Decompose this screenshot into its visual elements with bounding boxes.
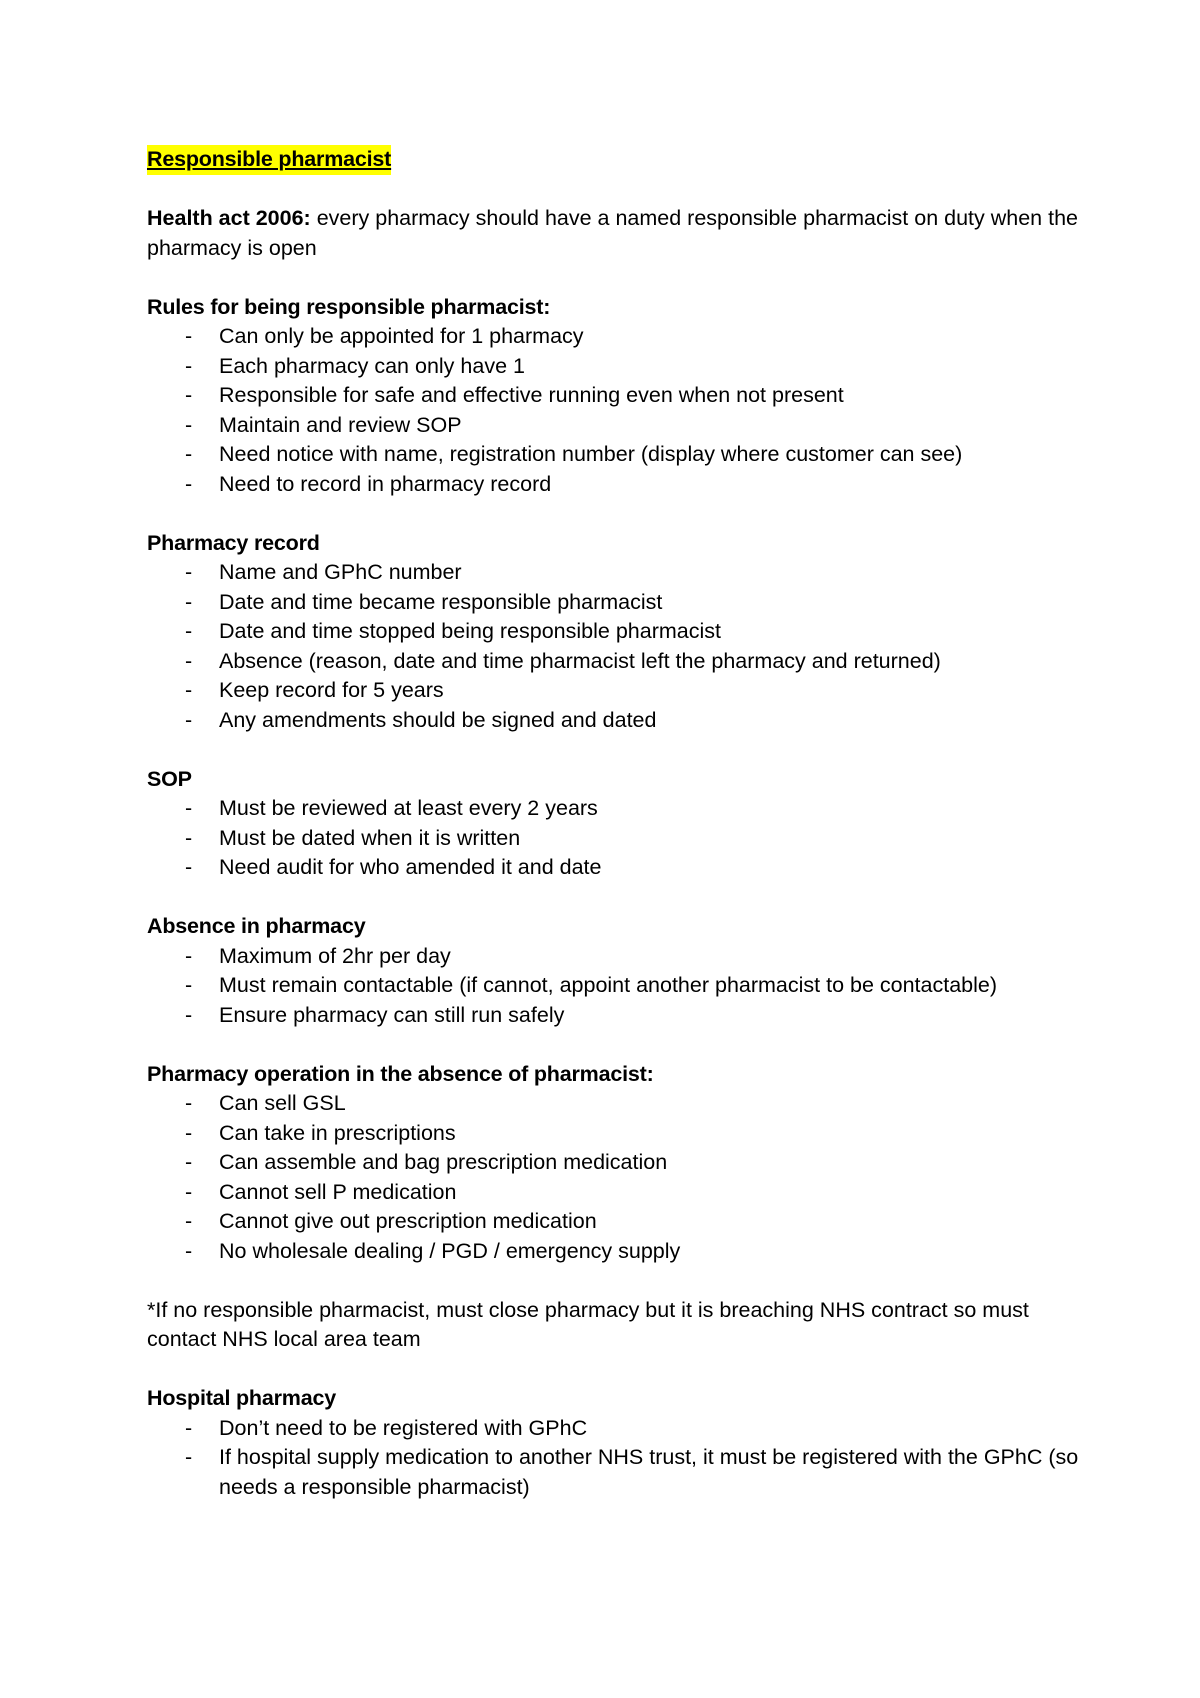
- list-item: [147, 411, 1087, 441]
- dash-bullet: -: [185, 619, 193, 643]
- list-item: [147, 1119, 1087, 1149]
- dash-bullet: -: [185, 383, 193, 407]
- dash-bullet: -: [185, 825, 193, 850]
- list-item: [147, 794, 1087, 824]
- intro-label: Health act 2006:: [147, 206, 311, 230]
- list-item-text: Responsible for safe and effective running even when not present: [219, 383, 844, 407]
- list-item: [147, 381, 1087, 411]
- dash-bullet: -: [185, 707, 193, 732]
- section-rules: [147, 293, 1087, 500]
- bullet-list: [147, 322, 1087, 499]
- list-item-text: Date and time stopped being responsible pharmacist: [219, 619, 721, 643]
- dash-bullet: -: [185, 973, 193, 997]
- dash-bullet: -: [185, 1150, 193, 1174]
- list-item: [147, 824, 1087, 854]
- intro-text: every pharmacy should have a named responsible pharmacist on duty when the pharmacy is open: [147, 206, 1078, 260]
- dash-bullet: -: [185, 1120, 193, 1145]
- dash-bullet: -: [185, 943, 193, 968]
- list-item: [147, 942, 1087, 972]
- section-operation: [147, 1060, 1087, 1267]
- section-pharmacy-record: [147, 529, 1087, 736]
- list-item: [147, 617, 1087, 647]
- list-item: [147, 706, 1087, 736]
- list-item-text: Keep record for 5 years: [219, 678, 444, 702]
- section-sop: [147, 765, 1087, 883]
- dash-bullet: -: [185, 324, 193, 348]
- bullet-list: [147, 558, 1087, 735]
- dash-bullet: -: [185, 1415, 193, 1440]
- dash-bullet: -: [185, 471, 193, 496]
- intro-paragraph: [147, 204, 1087, 263]
- list-item-text: Date and time became responsible pharmacist: [219, 589, 663, 614]
- section-absence: [147, 912, 1087, 1030]
- list-item: [147, 1148, 1087, 1178]
- list-item-text: Name and GPhC number: [219, 560, 462, 584]
- section-heading: Pharmacy operation in the absence of pharmacist:: [147, 1061, 654, 1086]
- dash-bullet: -: [185, 1209, 193, 1233]
- list-item-text: No wholesale dealing / PGD / emergency supply: [219, 1238, 681, 1263]
- list-item-text: Must be reviewed at least every 2 years: [219, 796, 598, 820]
- bullet-list: [147, 942, 1087, 1031]
- list-item-text: Any amendments should be signed and dated: [219, 707, 657, 732]
- list-item: [147, 352, 1087, 382]
- dash-bullet: -: [185, 412, 193, 437]
- list-item-text: Absence (reason, date and time pharmacist left the pharmacy and returned): [219, 648, 941, 673]
- list-item: [147, 1089, 1087, 1119]
- dash-bullet: -: [185, 589, 193, 614]
- section-heading: Absence in pharmacy: [147, 914, 366, 938]
- list-item-text: Don’t need to be registered with GPhC: [219, 1415, 588, 1440]
- list-item-text: Can sell GSL: [219, 1091, 346, 1115]
- section-heading: Hospital pharmacy: [147, 1386, 336, 1410]
- list-item-text: Must be dated when it is written: [219, 825, 521, 850]
- list-item-text: Must remain contactable (if cannot, appoint another pharmacist to be contactable): [219, 973, 998, 997]
- dash-bullet: -: [185, 1002, 193, 1027]
- list-item: [147, 1443, 1087, 1502]
- list-item-text: Cannot give out prescription medication: [219, 1209, 597, 1233]
- list-item-text: Can take in prescriptions: [219, 1120, 456, 1145]
- list-item: [147, 588, 1087, 618]
- dash-bullet: -: [185, 796, 193, 820]
- dash-bullet: -: [185, 1238, 193, 1263]
- list-item-text: Each pharmacy can only have 1: [219, 353, 525, 378]
- dash-bullet: -: [185, 855, 193, 879]
- dash-bullet: -: [185, 1445, 193, 1469]
- document-page: [147, 145, 1087, 1502]
- list-item-text: Maximum of 2hr per day: [219, 943, 451, 968]
- section-heading: Pharmacy record: [147, 530, 320, 555]
- dash-bullet: -: [185, 678, 193, 702]
- title-block: [147, 145, 1087, 175]
- bullet-list: [147, 794, 1087, 883]
- dash-bullet: -: [185, 1091, 193, 1115]
- list-item: [147, 971, 1087, 1001]
- list-item: [147, 853, 1087, 883]
- bullet-list: [147, 1414, 1087, 1503]
- list-item: [147, 558, 1087, 588]
- dash-bullet: -: [185, 648, 193, 673]
- list-item: [147, 440, 1087, 470]
- list-item-text: Ensure pharmacy can still run safely: [219, 1002, 565, 1027]
- list-item-text: Cannot sell P medication: [219, 1179, 457, 1204]
- section-heading: SOP: [147, 766, 192, 791]
- list-item-text: Need to record in pharmacy record: [219, 471, 552, 496]
- section-heading: Rules for being responsible pharmacist:: [147, 294, 551, 319]
- list-item: [147, 676, 1087, 706]
- list-item-text: Need audit for who amended it and date: [219, 855, 602, 879]
- list-item: [147, 647, 1087, 677]
- list-item: [147, 322, 1087, 352]
- list-item: [147, 1414, 1087, 1444]
- list-item: [147, 1237, 1087, 1267]
- document-title: Responsible pharmacist: [147, 145, 391, 175]
- dash-bullet: -: [185, 353, 193, 378]
- list-item-text: Need notice with name, registration number (display where customer can see): [219, 442, 963, 466]
- dash-bullet: -: [185, 1179, 193, 1204]
- list-item: [147, 1207, 1087, 1237]
- bullet-list: [147, 1089, 1087, 1266]
- list-item: [147, 1178, 1087, 1208]
- dash-bullet: -: [185, 442, 193, 466]
- list-item-text: Can only be appointed for 1 pharmacy: [219, 324, 584, 348]
- list-item-text: Can assemble and bag prescription medication: [219, 1150, 668, 1174]
- list-item: [147, 470, 1087, 500]
- list-item-text: Maintain and review SOP: [219, 412, 462, 437]
- list-item: [147, 1001, 1087, 1031]
- note-paragraph: *If no responsible pharmacist, must close pharmacy but it is breaching NHS contract so must contact NHS local area team: [147, 1297, 1029, 1351]
- section-hospital: [147, 1384, 1087, 1502]
- list-item-text: If hospital supply medication to another NHS trust, it must be registered with the GPhC (so needs a responsible pharmacist): [219, 1445, 1079, 1499]
- dash-bullet: -: [185, 560, 193, 584]
